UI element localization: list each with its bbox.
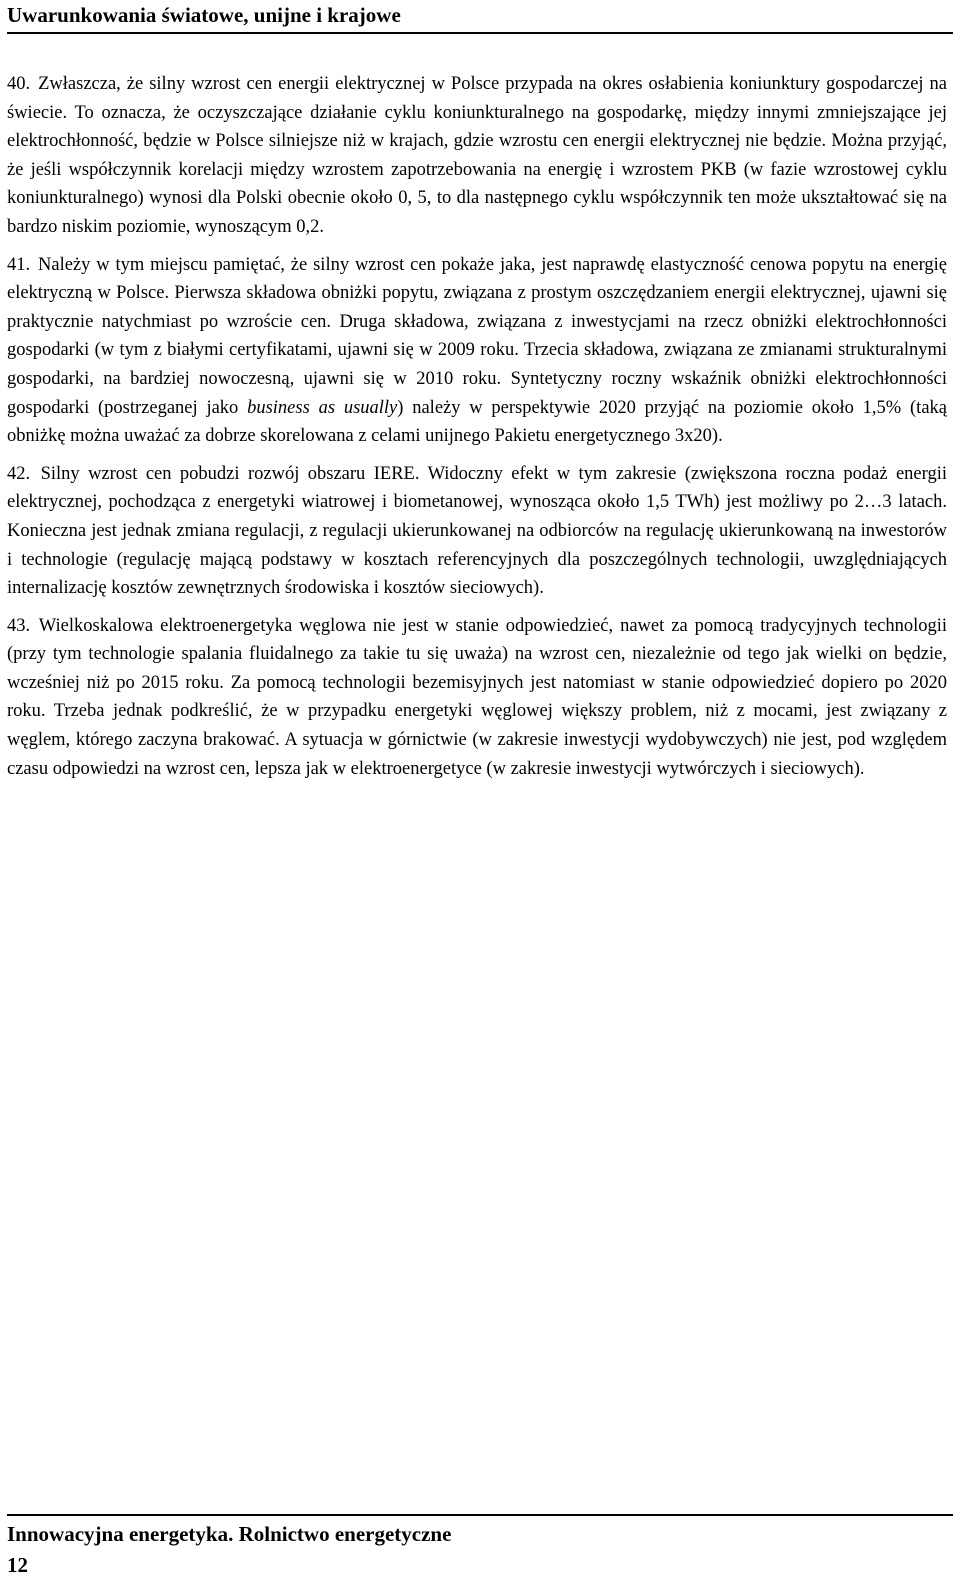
paragraph-text-continued: ) należy w perspektywie 2020 przyjąć na poziomie około 1,5% (taką obniżkę można uważać za dobrze skorelowana z celami unijnego Pakietu energetycznego 3x20). [7, 397, 947, 447]
paragraph-text: Zwłaszcza, że silny wzrost cen energii elektrycznej w Polsce przypada na okres osłabienia koniunktury gospodarczej na świecie. To oznacza, że oczyszczające działanie cyklu koniunkturalnego na gospodarkę, między innymi zmniejszające jej elektrochłonność, będzie w Polsce silniejsze niż w krajach, gdzie wzrostu cen energii elektrycznej nie będzie. Można przyjąć, że jeśli współczynnik korelacji między wzrostem zapotrzebowania na energię i wzrostem PKB (w fazie wzrostowej cyklu koniunkturalnego) wynosi dla Polski obecnie około 0, 5, to dla następnego cyklu współczynnik ten może ukształtować się na bardzo niskim poziomie, wynoszącym 0,2. [7, 74, 947, 237]
footer-title: Innowacyjna energetyka. Rolnictwo energetyczne [7, 1522, 452, 1546]
paragraph-41 [7, 251, 947, 451]
paragraph-43 [7, 612, 947, 784]
paragraph-number: 40. [7, 74, 31, 94]
paragraph-text: Należy w tym miejscu pamiętać, że silny wzrost cen pokaże jaka, jest naprawdę elastyczność cenowa popytu na energię elektryczną w Polsce. Pierwsza składowa obniżki popytu, związana z prostym oszczędzaniem energii elektrycznej, ujawni się praktycznie natychmiast po wzroście cen. Druga składowa, związana z inwestycjami na rzecz obniżki elektrochłonności gospodarki (w tym z białymi certyfikatami, ujawni się w 2009 roku. Trzecia składowa, związana ze zmianami strukturalnymi gospodarki, na bardziej nowoczesną, ujawni się w 2010 roku. Syntetyczny roczny wskaźnik obniżki elektrochłonności gospodarki (postrzeganej jako [7, 254, 947, 418]
italic-phrase: business as usually [247, 397, 398, 418]
page-number: 12 [7, 1553, 28, 1577]
document-body [7, 70, 947, 792]
paragraph-number: 43. [7, 615, 31, 636]
paragraph-text: Wielkoskalowa elektroenergetyka węglowa nie jest w stanie odpowiedzieć, nawet za pomocą tradycyjnych technologii (przy tym technologie spalania fluidalnego za takie tu się uważa) na wzrost cen, niezależnie od tego jak wielki on będzie, wcześniej niż po 2015 roku. Za pomocą technologii bezemisyjnych jest natomiast w stanie odpowiedzieć dopiero po 2020 roku. Trzeba jednak podkreślić, że w przypadku energetyki węglowej większy problem, niż z mocami, jest związany z węglem, którego zaczyna brakować. A sytuacja w górnictwie (w zakresie inwestycji wydobywczych) nie jest, pod względem czasu odpowiedzi na wzrost cen, lepsza jak w elektroenergetyce (w zakresie inwestycji wytwórczych i sieciowych). [7, 615, 947, 779]
paragraph-number: 41. [7, 254, 31, 275]
paragraph-42 [7, 460, 947, 603]
paragraph-40 [7, 70, 947, 242]
header-title: Uwarunkowania światowe, unijne i krajowe [7, 3, 401, 27]
page-header [7, 0, 953, 34]
paragraph-number: 42. [7, 463, 31, 484]
paragraph-text: Silny wzrost cen pobudzi rozwój obszaru IERE. Widoczny efekt w tym zakresie (zwiększona roczna podaż energii elektrycznej, pochodząca z energetyki wiatrowej i biometanowej, wynosząca około 1,5 TWh) jest możliwy po 2…3 latach. Konieczna jest jednak zmiana regulacji, z regulacji ukierunkowanej na odbiorców na regulację ukierunkowaną na inwestorów i technologie (regulację mającą podstawy w kosztach referencyjnych dla poszczególnych technologii, uwzględniających internalizację kosztów zewnętrznych środowiska i kosztów sieciowych). [7, 463, 947, 599]
page-footer [7, 1514, 953, 1577]
